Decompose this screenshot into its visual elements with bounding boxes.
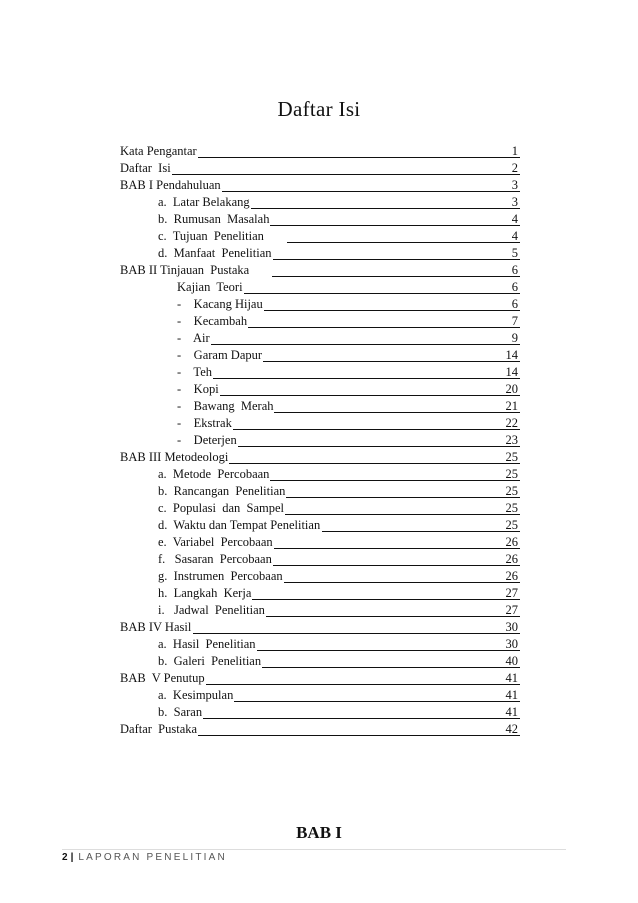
toc-entry-label: a. Metode Percobaan (158, 467, 270, 481)
toc-leader-line (244, 293, 502, 294)
toc-entry-label: - Teh (177, 365, 212, 379)
toc-entry (120, 534, 520, 551)
toc-entry-label: b. Rumusan Masalah (158, 212, 270, 226)
toc-entry-page: 23 (505, 433, 518, 447)
toc-entry-label: a. Hasil Penelitian (158, 637, 256, 651)
toc-entry-label: d. Waktu dan Tempat Penelitian (158, 518, 321, 532)
toc-entry (120, 483, 520, 500)
toc-entry-label: - Bawang Merah (177, 399, 274, 413)
toc-entry (120, 636, 520, 653)
toc-entry-label: f. Sasaran Percobaan (158, 552, 272, 566)
toc-entry (120, 551, 520, 568)
toc-leader-line (273, 259, 503, 260)
toc-entry-page: 2 (511, 161, 518, 175)
toc-leader-line (262, 667, 502, 668)
toc-entry-page: 26 (505, 569, 518, 583)
toc-entry-label: i. Jadwal Penelitian (158, 603, 265, 617)
toc-entry (120, 160, 520, 177)
toc-entry-page: 14 (505, 365, 518, 379)
toc-entry-page: 1 (511, 144, 518, 158)
toc-leader-line (193, 633, 502, 634)
toc-entry-page: 4 (511, 212, 518, 226)
toc-leader-line (248, 327, 502, 328)
toc-entry (120, 517, 520, 534)
toc-entry-page: 4 (511, 229, 518, 243)
toc-entry (120, 449, 520, 466)
toc-entry (120, 466, 520, 483)
toc-entry (120, 398, 520, 415)
toc-entry-label: b. Galeri Penelitian (158, 654, 262, 668)
toc-entry (120, 313, 520, 330)
toc-entry-page: 3 (511, 195, 518, 209)
toc-leader-line (286, 497, 502, 498)
footer-divider (62, 849, 566, 850)
toc-entry-label: - Air (177, 331, 210, 345)
toc-entry-label: Daftar Isi (120, 161, 171, 175)
toc-entry-label: Kata Pengantar (120, 144, 197, 158)
toc-leader-line (251, 208, 502, 209)
toc-leader-line (273, 565, 502, 566)
toc-entry-page: 25 (505, 484, 518, 498)
toc-entry-label: d. Manfaat Penelitian (158, 246, 272, 260)
toc-entry-page: 26 (505, 535, 518, 549)
toc-entry-page: 6 (511, 280, 518, 294)
toc-entry (120, 670, 520, 687)
toc-entry-label: - Ekstrak (177, 416, 232, 430)
toc-entry-label: - Kacang Hijau (177, 297, 263, 311)
toc-entry-page: 22 (505, 416, 518, 430)
toc-leader-line (270, 225, 502, 226)
toc-leader-line (238, 446, 502, 447)
toc-entry-page: 27 (505, 586, 518, 600)
table-of-contents (120, 143, 520, 738)
page-footer (62, 852, 227, 863)
toc-leader-line (211, 344, 502, 345)
toc-entry-label: c. Populasi dan Sampel (158, 501, 285, 515)
toc-leader-line (233, 429, 502, 430)
toc-entry-page: 42 (505, 722, 518, 736)
toc-entry-label: BAB III Metodeologi (120, 450, 229, 464)
toc-entry (120, 721, 520, 738)
page-title: Daftar Isi (277, 97, 361, 121)
toc-leader-line (206, 684, 502, 685)
toc-entry (120, 687, 520, 704)
toc-entry-label: g. Instrumen Percobaan (158, 569, 283, 583)
toc-entry (120, 415, 520, 432)
toc-entry-label: - Kecambah (177, 314, 248, 328)
toc-entry-label: h. Langkah Kerja (158, 586, 252, 600)
toc-leader-line (272, 276, 502, 277)
toc-entry-page: 21 (505, 399, 518, 413)
toc-leader-line (263, 361, 502, 362)
toc-entry-page: 25 (505, 450, 518, 464)
toc-entry-page: 5 (511, 246, 518, 260)
toc-entry-label: a. Kesimpulan (158, 688, 234, 702)
toc-leader-line (252, 599, 502, 600)
toc-entry-label: - Deterjen (177, 433, 237, 447)
toc-leader-line (264, 310, 502, 311)
toc-leader-line (172, 174, 502, 175)
toc-entry (120, 704, 520, 721)
toc-entry-page: 40 (505, 654, 518, 668)
toc-leader-line (198, 735, 502, 736)
toc-entry-page: 25 (505, 501, 518, 515)
toc-entry-label: BAB IV Hasil (120, 620, 192, 634)
toc-entry-label: a. Latar Belakang (158, 195, 250, 209)
toc-entry (120, 330, 520, 347)
toc-entry (120, 364, 520, 381)
toc-entry-page: 41 (505, 671, 518, 685)
toc-entry-page: 3 (511, 178, 518, 192)
toc-entry-label: b. Saran (158, 705, 203, 719)
toc-entry-label: Daftar Pustaka (120, 722, 198, 736)
toc-entry-label: Kajian Teori (177, 280, 243, 294)
next-chapter-heading: BAB I (296, 823, 342, 842)
toc-entry (120, 585, 520, 602)
toc-entry (120, 143, 520, 160)
toc-leader-line (274, 548, 502, 549)
toc-entry-label: b. Rancangan Penelitian (158, 484, 286, 498)
toc-entry (120, 432, 520, 449)
toc-entry (120, 194, 520, 211)
toc-entry (120, 381, 520, 398)
toc-leader-line (222, 191, 502, 192)
toc-entry-page: 30 (505, 620, 518, 634)
footer-document-title: LAPORAN PENELITIAN (78, 852, 227, 863)
toc-leader-line (284, 582, 502, 583)
toc-entry (120, 211, 520, 228)
toc-entry-page: 25 (505, 467, 518, 481)
toc-entry-label: BAB V Penutup (120, 671, 205, 685)
toc-entry (120, 262, 520, 279)
toc-leader-line (198, 157, 502, 158)
toc-entry-page: 9 (511, 331, 518, 345)
toc-entry-page: 41 (505, 705, 518, 719)
toc-leader-line (229, 463, 502, 464)
toc-entry-page: 27 (505, 603, 518, 617)
toc-entry (120, 653, 520, 670)
toc-entry-label: - Garam Dapur (177, 348, 263, 362)
toc-entry-page: 26 (505, 552, 518, 566)
toc-leader-line (257, 650, 502, 651)
toc-leader-line (285, 514, 502, 515)
toc-entry-page: 30 (505, 637, 518, 651)
toc-leader-line (220, 395, 502, 396)
toc-leader-line (274, 412, 502, 413)
toc-entry-label: BAB II Tinjauan Pustaka (120, 263, 250, 277)
toc-leader-line (234, 701, 502, 702)
toc-entry (120, 500, 520, 517)
toc-entry (120, 296, 520, 313)
toc-entry-page: 14 (505, 348, 518, 362)
toc-entry-label: - Kopi (177, 382, 219, 396)
toc-entry (120, 245, 520, 262)
toc-entry-label: BAB I Pendahuluan (120, 178, 221, 192)
toc-entry-page: 6 (511, 297, 518, 311)
toc-entry (120, 602, 520, 619)
toc-entry (120, 228, 520, 245)
toc-entry (120, 177, 520, 194)
toc-entry-label: c. Tujuan Penelitian (158, 229, 264, 243)
toc-entry-page: 20 (505, 382, 518, 396)
footer-separator: | (70, 852, 74, 863)
toc-leader-line (203, 718, 502, 719)
toc-entry-page: 25 (505, 518, 518, 532)
toc-entry (120, 347, 520, 364)
toc-leader-line (213, 378, 502, 379)
toc-entry (120, 279, 520, 296)
toc-entry (120, 619, 520, 636)
toc-entry-page: 7 (511, 314, 518, 328)
toc-entry-label: e. Variabel Percobaan (158, 535, 273, 549)
footer-page-number: 2 (62, 852, 68, 863)
toc-leader-line (266, 616, 502, 617)
toc-entry-page: 6 (511, 263, 518, 277)
toc-leader-line (322, 531, 502, 532)
toc-entry-page: 41 (505, 688, 518, 702)
toc-entry (120, 568, 520, 585)
toc-leader-line (287, 242, 502, 243)
toc-leader-line (270, 480, 502, 481)
